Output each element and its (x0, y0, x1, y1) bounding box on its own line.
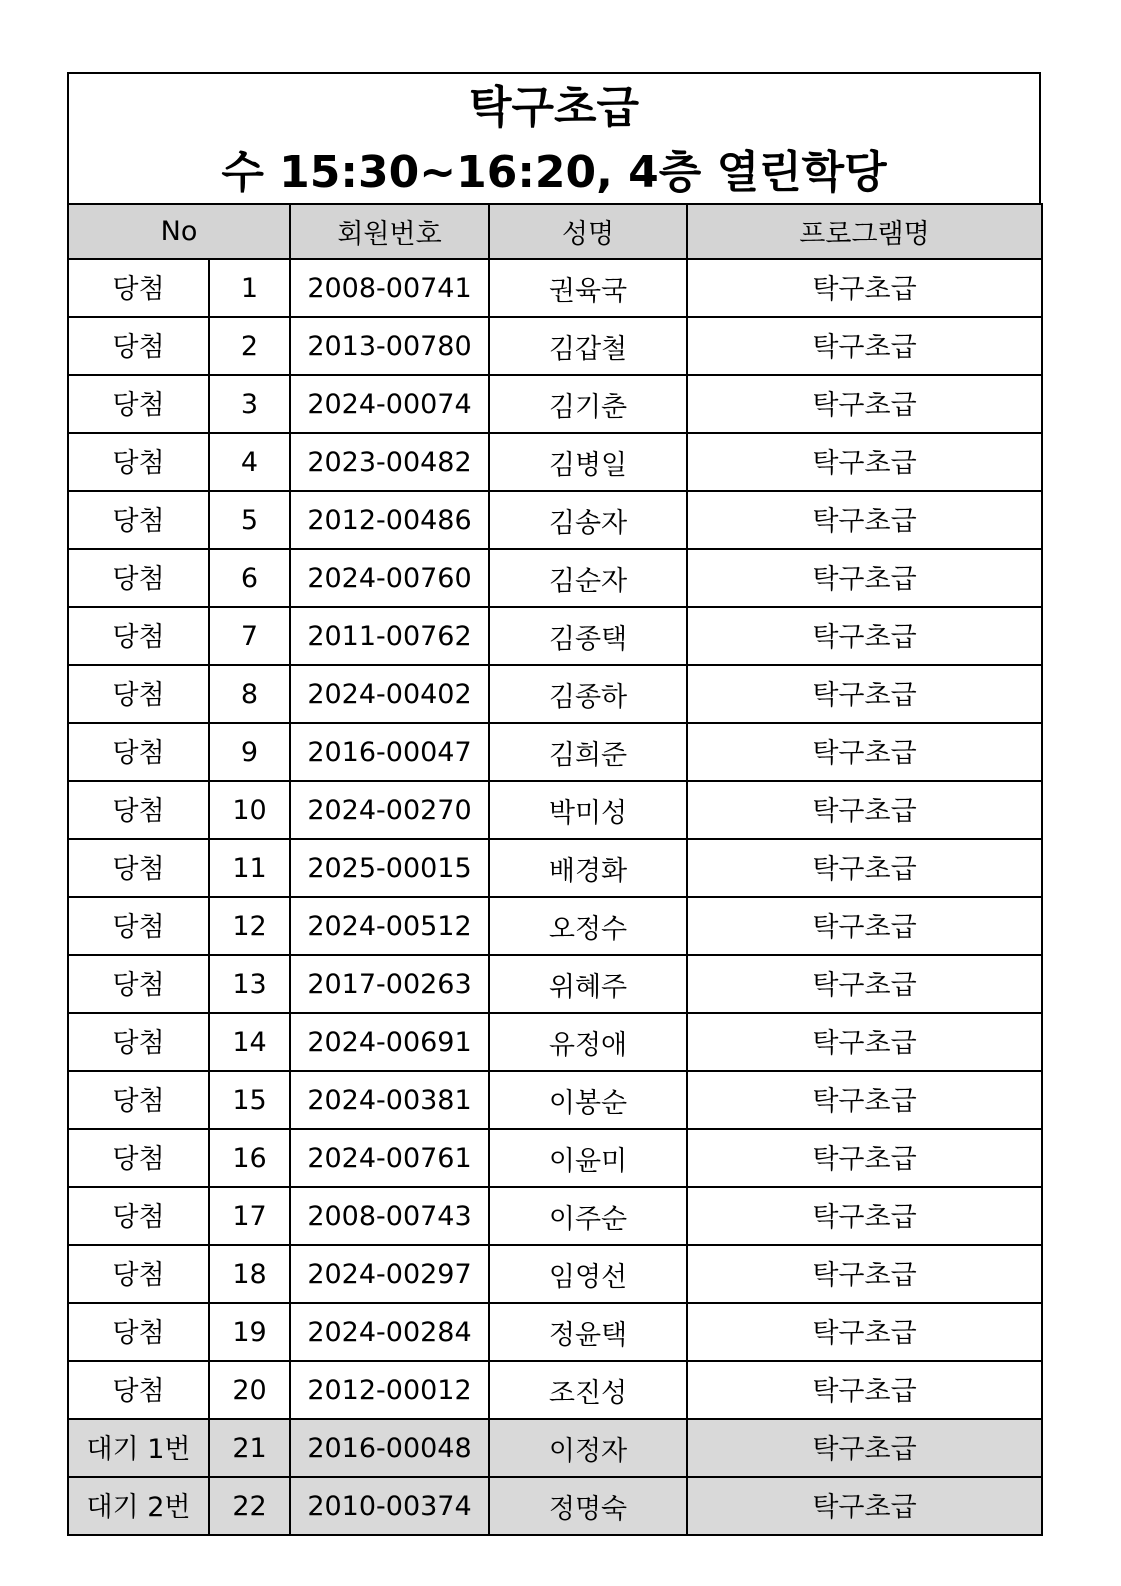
name-cell: 김갑철 (489, 317, 687, 375)
program-cell: 탁구초급 (687, 897, 1042, 955)
member-number-cell: 2024-00074 (290, 375, 489, 433)
program-cell: 탁구초급 (687, 839, 1042, 897)
no-cell: 22 (209, 1477, 290, 1535)
no-cell: 7 (209, 607, 290, 665)
program-cell: 탁구초급 (687, 1419, 1042, 1477)
status-cell: 당첨 (68, 1129, 209, 1187)
name-cell: 오정수 (489, 897, 687, 955)
table-row (68, 1303, 1042, 1361)
name-cell: 정명숙 (489, 1477, 687, 1535)
no-cell: 21 (209, 1419, 290, 1477)
member-number-cell: 2017-00263 (290, 955, 489, 1013)
name-cell: 조진성 (489, 1361, 687, 1419)
no-cell: 15 (209, 1071, 290, 1129)
program-cell: 탁구초급 (687, 1477, 1042, 1535)
name-cell: 위혜주 (489, 955, 687, 1013)
no-cell: 16 (209, 1129, 290, 1187)
name-cell: 정윤택 (489, 1303, 687, 1361)
status-cell: 당첨 (68, 781, 209, 839)
table-row (68, 491, 1042, 549)
no-cell: 1 (209, 259, 290, 317)
status-cell: 당첨 (68, 549, 209, 607)
table-row (68, 433, 1042, 491)
table-row (68, 955, 1042, 1013)
member-number-cell: 2024-00512 (290, 897, 489, 955)
name-cell: 이윤미 (489, 1129, 687, 1187)
name-cell: 임영선 (489, 1245, 687, 1303)
table-row (68, 723, 1042, 781)
program-cell: 탁구초급 (687, 317, 1042, 375)
name-cell: 김병일 (489, 433, 687, 491)
no-cell: 12 (209, 897, 290, 955)
table-row (68, 607, 1042, 665)
member-number-cell: 2024-00760 (290, 549, 489, 607)
header-name: 성명 (489, 204, 687, 259)
status-cell: 당첨 (68, 259, 209, 317)
name-cell: 유정애 (489, 1013, 687, 1071)
member-number-cell: 2024-00761 (290, 1129, 489, 1187)
program-cell: 탁구초급 (687, 723, 1042, 781)
no-cell: 6 (209, 549, 290, 607)
member-number-cell: 2008-00741 (290, 259, 489, 317)
status-cell: 당첨 (68, 1187, 209, 1245)
program-cell: 탁구초급 (687, 491, 1042, 549)
no-cell: 4 (209, 433, 290, 491)
member-number-cell: 2024-00381 (290, 1071, 489, 1129)
status-cell: 당첨 (68, 433, 209, 491)
member-number-cell: 2013-00780 (290, 317, 489, 375)
header-member-number: 회원번호 (290, 204, 489, 259)
program-cell: 탁구초급 (687, 1013, 1042, 1071)
program-cell: 탁구초급 (687, 1071, 1042, 1129)
table-row (68, 1361, 1042, 1419)
member-number-cell: 2012-00012 (290, 1361, 489, 1419)
member-number-cell: 2010-00374 (290, 1477, 489, 1535)
no-cell: 18 (209, 1245, 290, 1303)
no-cell: 3 (209, 375, 290, 433)
program-cell: 탁구초급 (687, 1129, 1042, 1187)
program-cell: 탁구초급 (687, 1245, 1042, 1303)
status-cell: 당첨 (68, 839, 209, 897)
table-row (68, 317, 1042, 375)
member-number-cell: 2011-00762 (290, 607, 489, 665)
class-schedule: 수 15:30~16:20, 4층 열린학당 (221, 147, 887, 198)
program-cell: 탁구초급 (687, 607, 1042, 665)
program-cell: 탁구초급 (687, 1303, 1042, 1361)
member-number-cell: 2016-00048 (290, 1419, 489, 1477)
member-number-cell: 2024-00691 (290, 1013, 489, 1071)
program-cell: 탁구초급 (687, 781, 1042, 839)
status-cell: 당첨 (68, 1071, 209, 1129)
member-number-cell: 2024-00402 (290, 665, 489, 723)
no-cell: 5 (209, 491, 290, 549)
no-cell: 10 (209, 781, 290, 839)
table-row (68, 781, 1042, 839)
no-cell: 19 (209, 1303, 290, 1361)
no-cell: 13 (209, 955, 290, 1013)
table-row (68, 259, 1042, 317)
name-cell: 권육국 (489, 259, 687, 317)
name-cell: 김기춘 (489, 375, 687, 433)
status-cell: 당첨 (68, 491, 209, 549)
title-box (67, 72, 1041, 203)
status-cell: 당첨 (68, 1361, 209, 1419)
table-row (68, 839, 1042, 897)
table-row (68, 549, 1042, 607)
program-cell: 탁구초급 (687, 549, 1042, 607)
no-cell: 11 (209, 839, 290, 897)
table-row (68, 1013, 1042, 1071)
table-row (68, 1129, 1042, 1187)
header-row (68, 204, 1042, 259)
member-number-cell: 2024-00284 (290, 1303, 489, 1361)
program-cell: 탁구초급 (687, 1361, 1042, 1419)
header-no: No (68, 204, 290, 259)
name-cell: 배경화 (489, 839, 687, 897)
status-cell: 당첨 (68, 607, 209, 665)
table-row (68, 897, 1042, 955)
table-row (68, 375, 1042, 433)
name-cell: 김순자 (489, 549, 687, 607)
program-cell: 탁구초급 (687, 955, 1042, 1013)
header-program-name: 프로그램명 (687, 204, 1042, 259)
status-cell: 당첨 (68, 375, 209, 433)
results-table (67, 203, 1043, 1536)
name-cell: 김송자 (489, 491, 687, 549)
program-cell: 탁구초급 (687, 665, 1042, 723)
name-cell: 김희준 (489, 723, 687, 781)
status-cell: 당첨 (68, 665, 209, 723)
status-cell: 당첨 (68, 955, 209, 1013)
waitlist-row (68, 1419, 1042, 1477)
program-cell: 탁구초급 (687, 259, 1042, 317)
no-cell: 9 (209, 723, 290, 781)
name-cell: 이주순 (489, 1187, 687, 1245)
program-cell: 탁구초급 (687, 1187, 1042, 1245)
table-row (68, 1245, 1042, 1303)
table-row (68, 1187, 1042, 1245)
status-cell: 대기 2번 (68, 1477, 209, 1535)
name-cell: 김종택 (489, 607, 687, 665)
status-cell: 당첨 (68, 1303, 209, 1361)
member-number-cell: 2016-00047 (290, 723, 489, 781)
status-cell: 대기 1번 (68, 1419, 209, 1477)
no-cell: 2 (209, 317, 290, 375)
page-title: 탁구초급 (468, 82, 639, 133)
no-cell: 8 (209, 665, 290, 723)
status-cell: 당첨 (68, 723, 209, 781)
member-number-cell: 2008-00743 (290, 1187, 489, 1245)
status-cell: 당첨 (68, 1245, 209, 1303)
status-cell: 당첨 (68, 317, 209, 375)
member-number-cell: 2012-00486 (290, 491, 489, 549)
waitlist-row (68, 1477, 1042, 1535)
name-cell: 김종하 (489, 665, 687, 723)
name-cell: 박미성 (489, 781, 687, 839)
name-cell: 이봉순 (489, 1071, 687, 1129)
table-row (68, 1071, 1042, 1129)
member-number-cell: 2023-00482 (290, 433, 489, 491)
table-header (68, 204, 1042, 259)
member-number-cell: 2024-00270 (290, 781, 489, 839)
table-body (68, 259, 1042, 1535)
no-cell: 14 (209, 1013, 290, 1071)
member-number-cell: 2024-00297 (290, 1245, 489, 1303)
program-cell: 탁구초급 (687, 433, 1042, 491)
name-cell: 이정자 (489, 1419, 687, 1477)
status-cell: 당첨 (68, 1013, 209, 1071)
no-cell: 20 (209, 1361, 290, 1419)
no-cell: 17 (209, 1187, 290, 1245)
member-number-cell: 2025-00015 (290, 839, 489, 897)
status-cell: 당첨 (68, 897, 209, 955)
table-row (68, 665, 1042, 723)
program-cell: 탁구초급 (687, 375, 1042, 433)
lottery-result-sheet (67, 72, 1041, 1536)
